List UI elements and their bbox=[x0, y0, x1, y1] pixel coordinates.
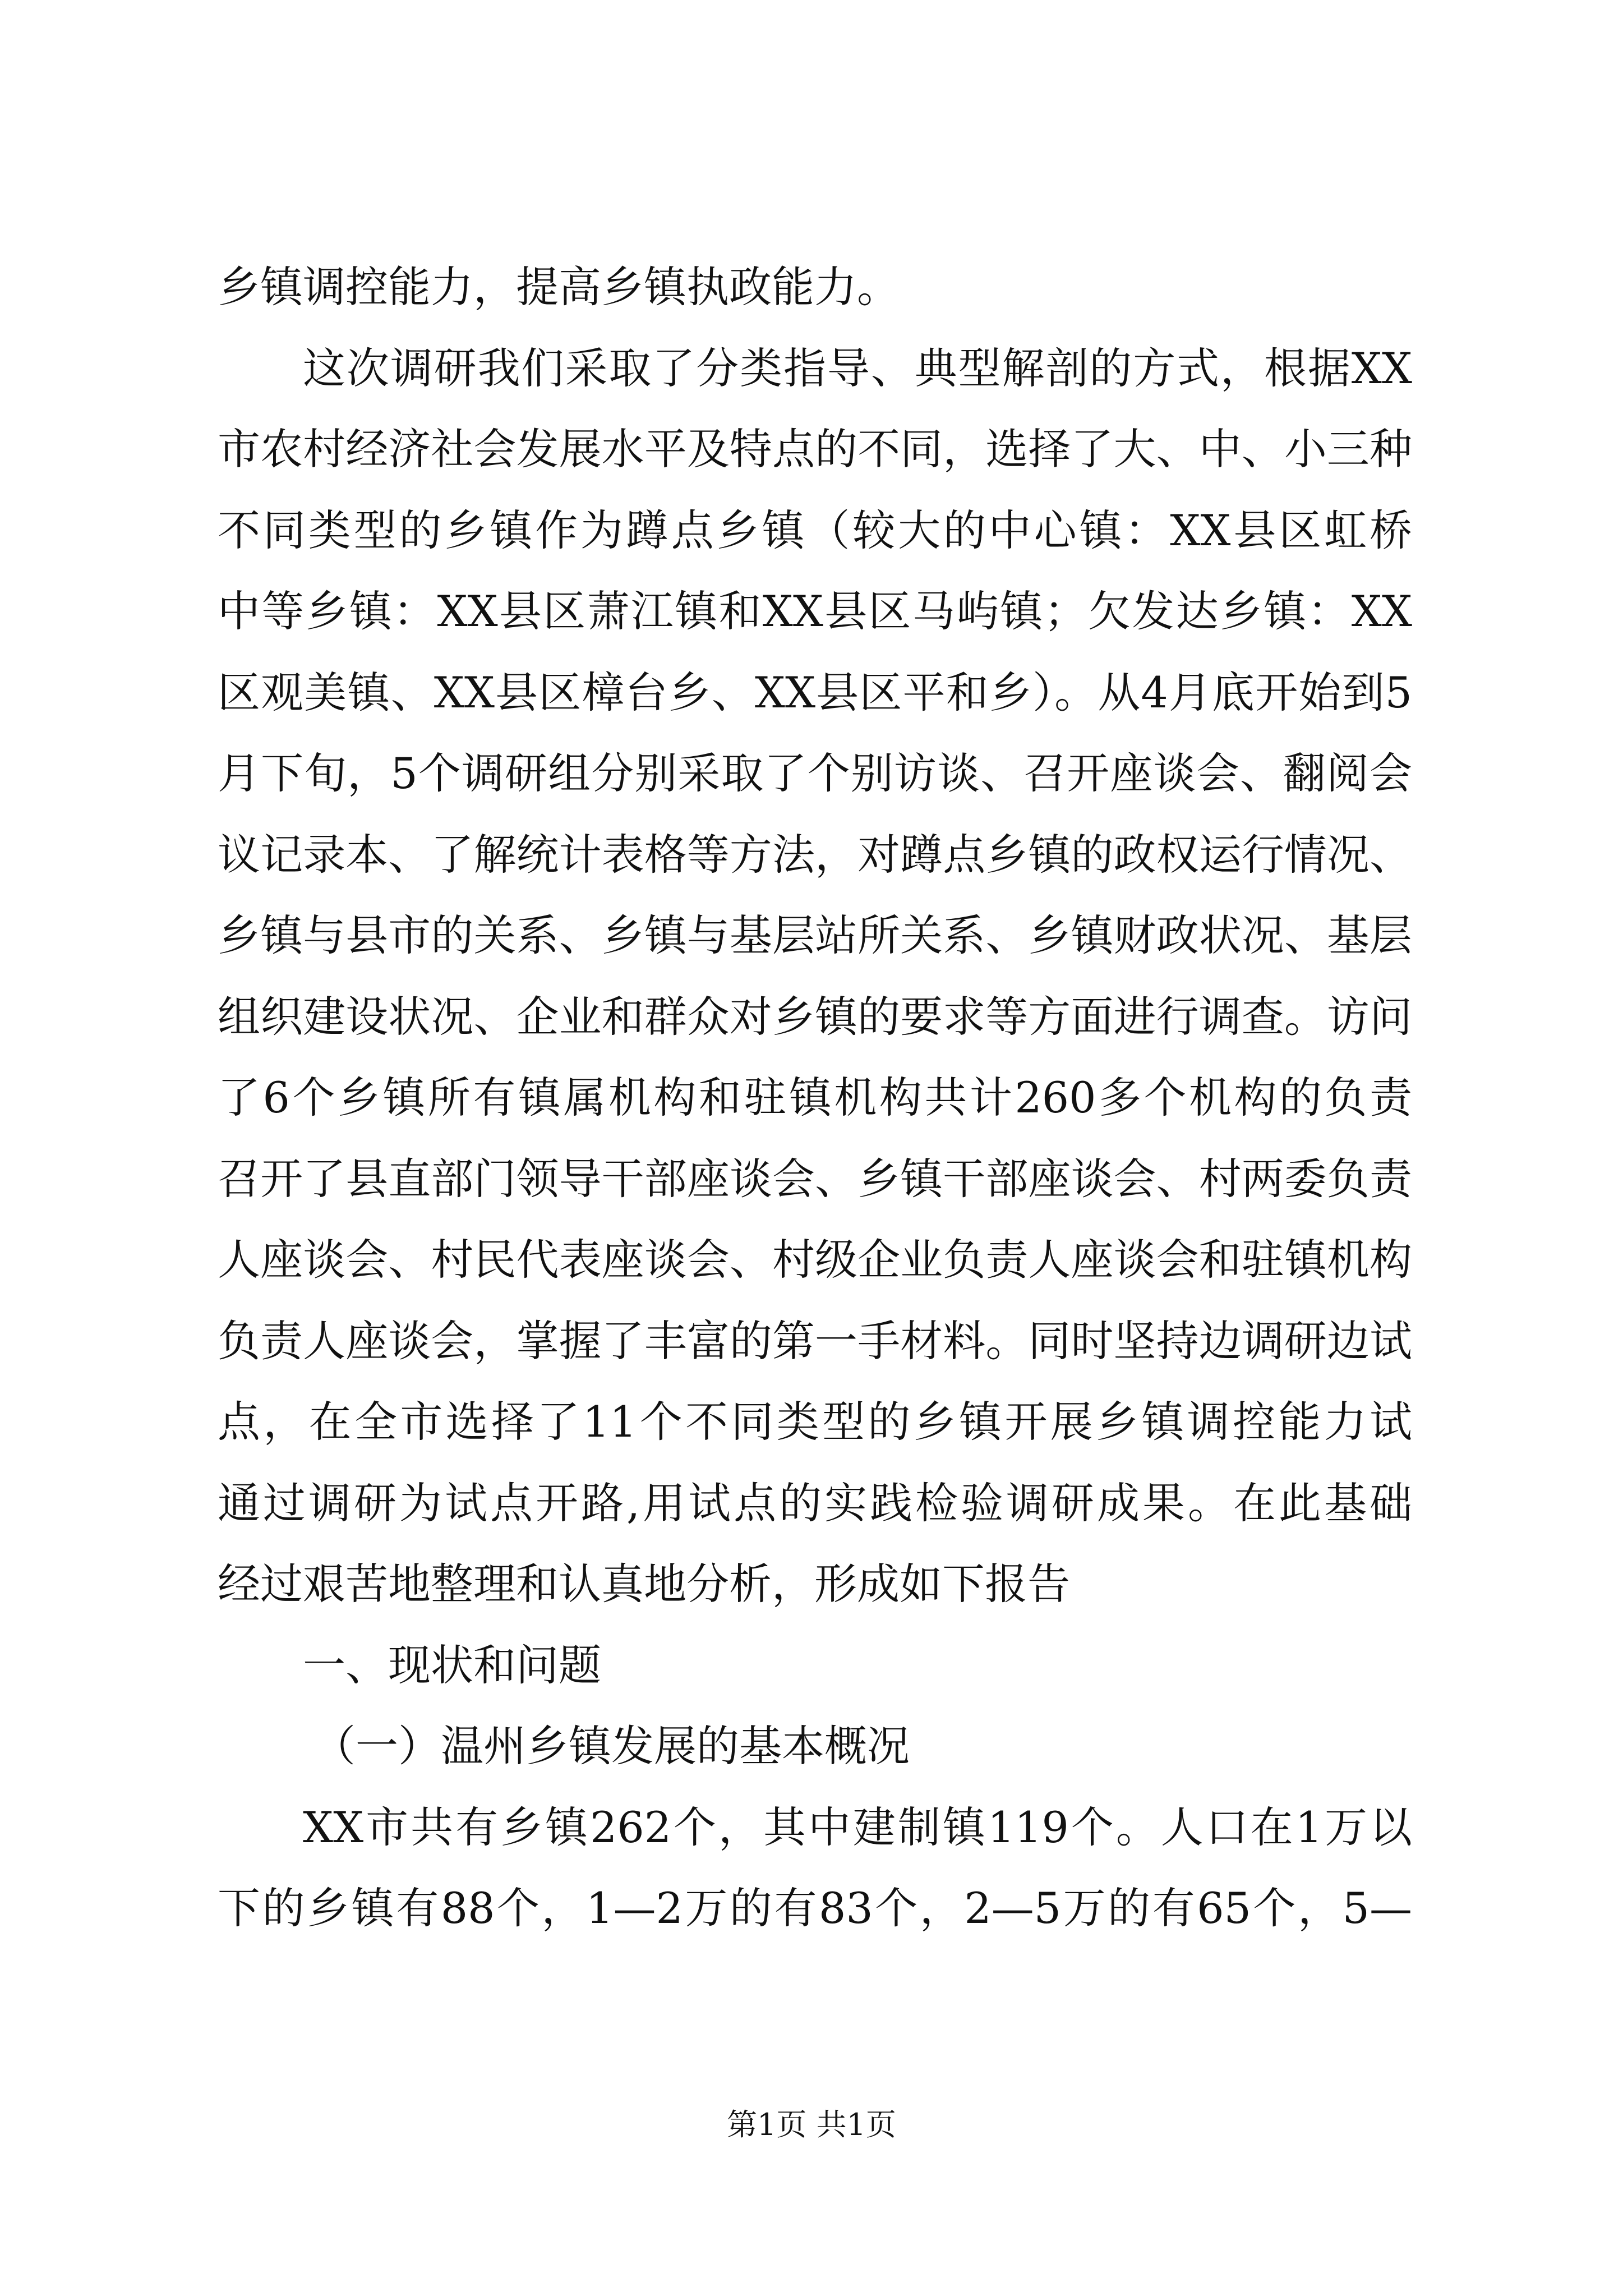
subsection-heading: （一）温州乡镇发展的基本概况 bbox=[313, 1721, 910, 1771]
text-line: 乡镇调控能力，提高乡镇执政能力。 bbox=[218, 262, 900, 312]
text-line: 了6个乡镇所有镇属机构和驻镇机构共计260多个机构的负责 bbox=[218, 1073, 1412, 1122]
text-line: XX市共有乡镇262个，其中建制镇119个。人口在1万以 bbox=[303, 1802, 1412, 1852]
text-line: 组织建设状况、企业和群众对乡镇的要求等方面进行调查。访问 bbox=[218, 991, 1412, 1042]
text-line: 中等乡镇：XX县区萧江镇和XX县区马屿镇；欠发达乡镇：XX bbox=[218, 586, 1412, 636]
text-line: 经过艰苦地整理和认真地分析，形成如下报告 bbox=[218, 1559, 1070, 1609]
page-number-footer: 第1页 共1页 bbox=[727, 2107, 896, 2142]
text-line: 负责人座谈会，掌握了丰富的第一手材料。同时坚持边调研边试 bbox=[218, 1315, 1412, 1366]
text-line: 通过调研为试点开路,用试点的实践检验调研成果。在此基础 bbox=[218, 1478, 1412, 1528]
text-line: 这次调研我们采取了分类指导、典型解剖的方式，根据XX bbox=[303, 343, 1412, 393]
text-line: 点，在全市选择了11个不同类型的乡镇开展乡镇调控能力试 bbox=[218, 1397, 1412, 1447]
text-line: 议记录本、了解统计表格等方法，对蹲点乡镇的政权运行情况、 bbox=[218, 829, 1412, 880]
text-line: 乡镇与县市的关系、乡镇与基层站所关系、乡镇财政状况、基层 bbox=[218, 910, 1412, 960]
document-body bbox=[218, 247, 1412, 1949]
text-line: 召开了县直部门领导干部座谈会、乡镇干部座谈会、村两委负责 bbox=[218, 1153, 1412, 1204]
text-line: 月下旬，5个调研组分别采取了个别访谈、召开座谈会、翻阅会 bbox=[218, 748, 1412, 798]
section-heading: 一、现状和问题 bbox=[303, 1640, 601, 1690]
text-line: 区观美镇、XX县区樟台乡、XX县区平和乡）。从4月底开始到5 bbox=[218, 667, 1412, 717]
text-line: 不同类型的乡镇作为蹲点乡镇（较大的中心镇：XX县区虹桥 bbox=[218, 505, 1412, 555]
text-line: 下的乡镇有88个，1—2万的有83个，2—5万的有65个，5— bbox=[218, 1883, 1412, 1933]
text-line: 人座谈会、村民代表座谈会、村级企业负责人座谈会和驻镇机构 bbox=[218, 1235, 1412, 1285]
text-line: 市农村经济社会发展水平及特点的不同，选择了大、中、小三种 bbox=[218, 424, 1412, 474]
